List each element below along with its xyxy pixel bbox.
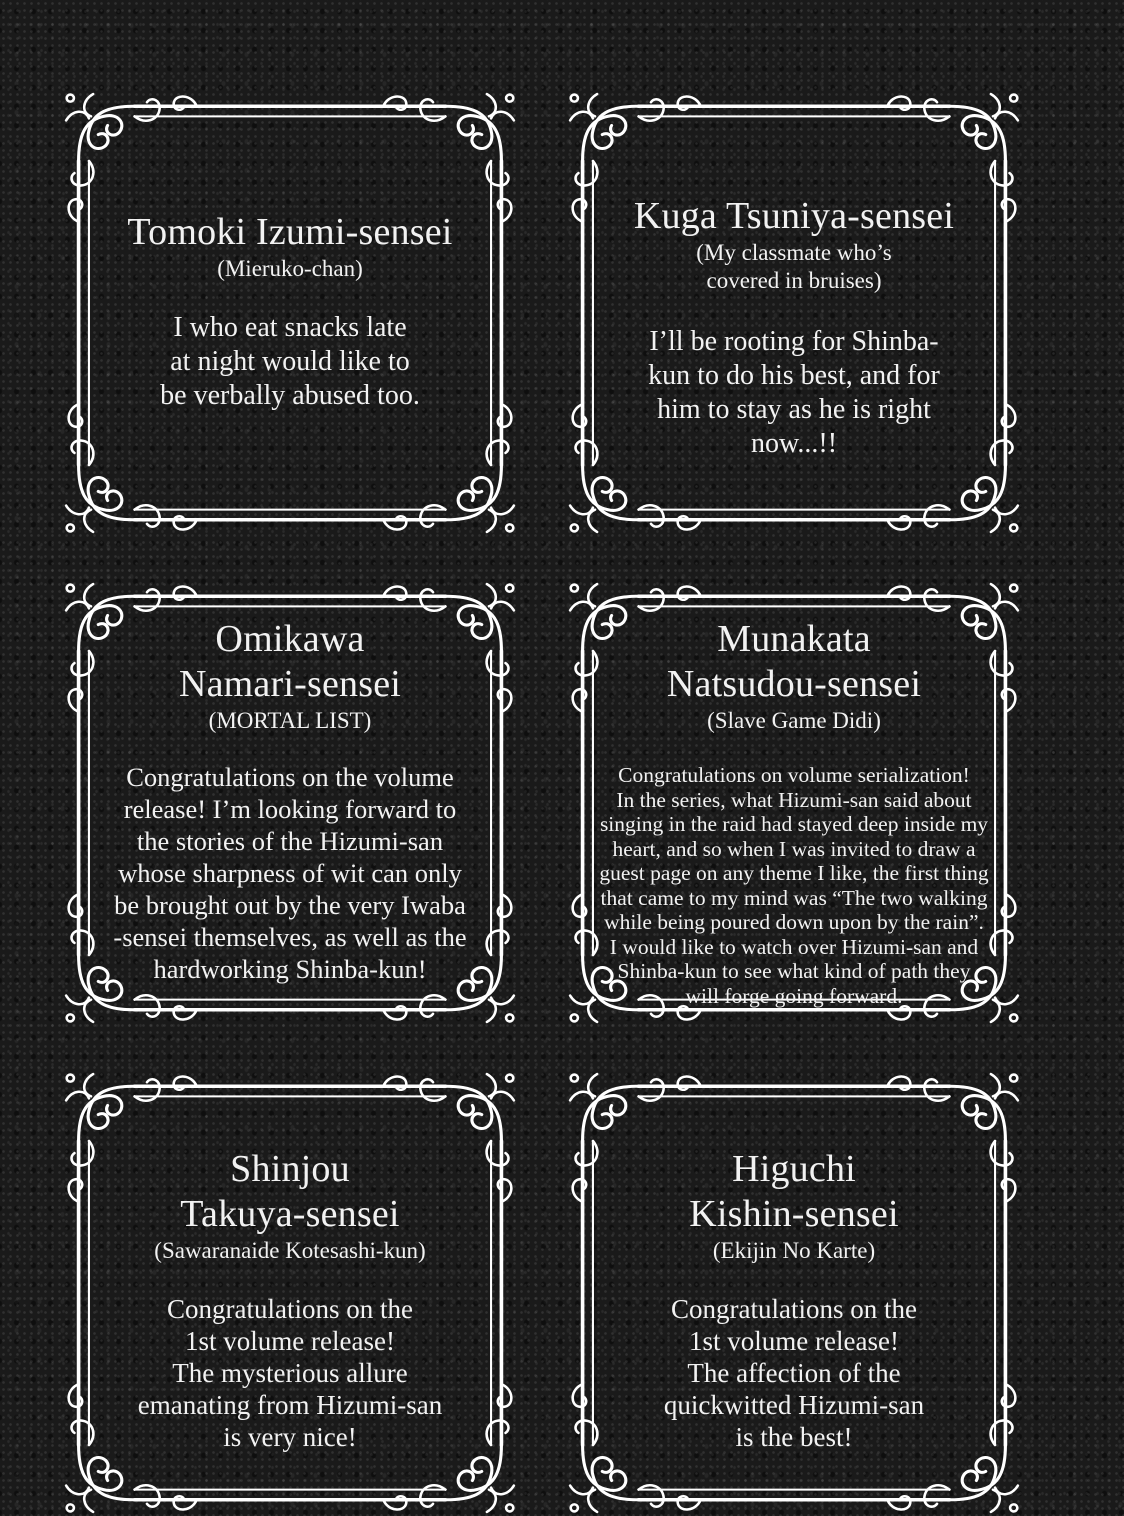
artist-name: Shinjou Takuya-sensei — [180, 1148, 400, 1235]
artist-name: Higuchi Kishin-sensei — [689, 1148, 899, 1235]
artist-name: Omikawa Namari-sensei — [178, 618, 402, 705]
artist-message: Congratulations on the 1st volume release! The affection of the quickwitted Hizumi-san is the best! — [663, 1294, 925, 1452]
tribute-card-1 — [62, 90, 518, 536]
tribute-card-5 — [62, 1070, 518, 1516]
tribute-card-2 — [566, 90, 1022, 536]
artist-work: (Ekijin No Karte) — [712, 1238, 876, 1263]
artist-message: Congratulations on volume serialization! In the series, what Hizumi-san said about singing in the raid had stayed deep inside my heart, and so when I was invited to draw a guest page on any theme I like, the first thing that came to my mind was “The two walking while being poured down upon by the rain”. I would like to watch over Hizumi-san and Shinba-kun to see what kind of path they will forge going forward. — [599, 763, 989, 1008]
artist-name: Tomoki Izumi-sensei — [127, 211, 453, 253]
artist-message: I’ll be rooting for Shinba- kun to do his best, and for him to stay as he is right now...!! — [648, 326, 940, 459]
artist-message: I who eat snacks late at night would like to be verbally abused too. — [160, 312, 420, 411]
artist-message: Congratulations on the 1st volume release! The mysterious allure emanating from Hizumi-san is very nice! — [137, 1294, 443, 1452]
artist-work: (My classmate who’s covered in bruises) — [696, 240, 892, 293]
artist-name: Munakata Natsudou-sensei — [666, 618, 922, 705]
artist-work: (Slave Game Didi) — [707, 708, 881, 733]
artist-work: (MORTAL LIST) — [208, 708, 372, 733]
tribute-card-6 — [566, 1070, 1022, 1516]
artist-message: Congratulations on the volume release! I’m looking forward to the stories of the Hizumi-san whose sharpness of wit can only be brought out by the very Iwaba -sensei themselves, as well as the hardworking Shinba-kun! — [113, 762, 467, 984]
artist-name: Kuga Tsuniya-sensei — [633, 195, 955, 237]
artist-work: (Sawaranaide Kotesashi-kun) — [154, 1238, 426, 1263]
tribute-card-3 — [62, 580, 518, 1026]
artist-work: (Mieruko-chan) — [217, 256, 363, 281]
tribute-card-4 — [566, 580, 1022, 1026]
